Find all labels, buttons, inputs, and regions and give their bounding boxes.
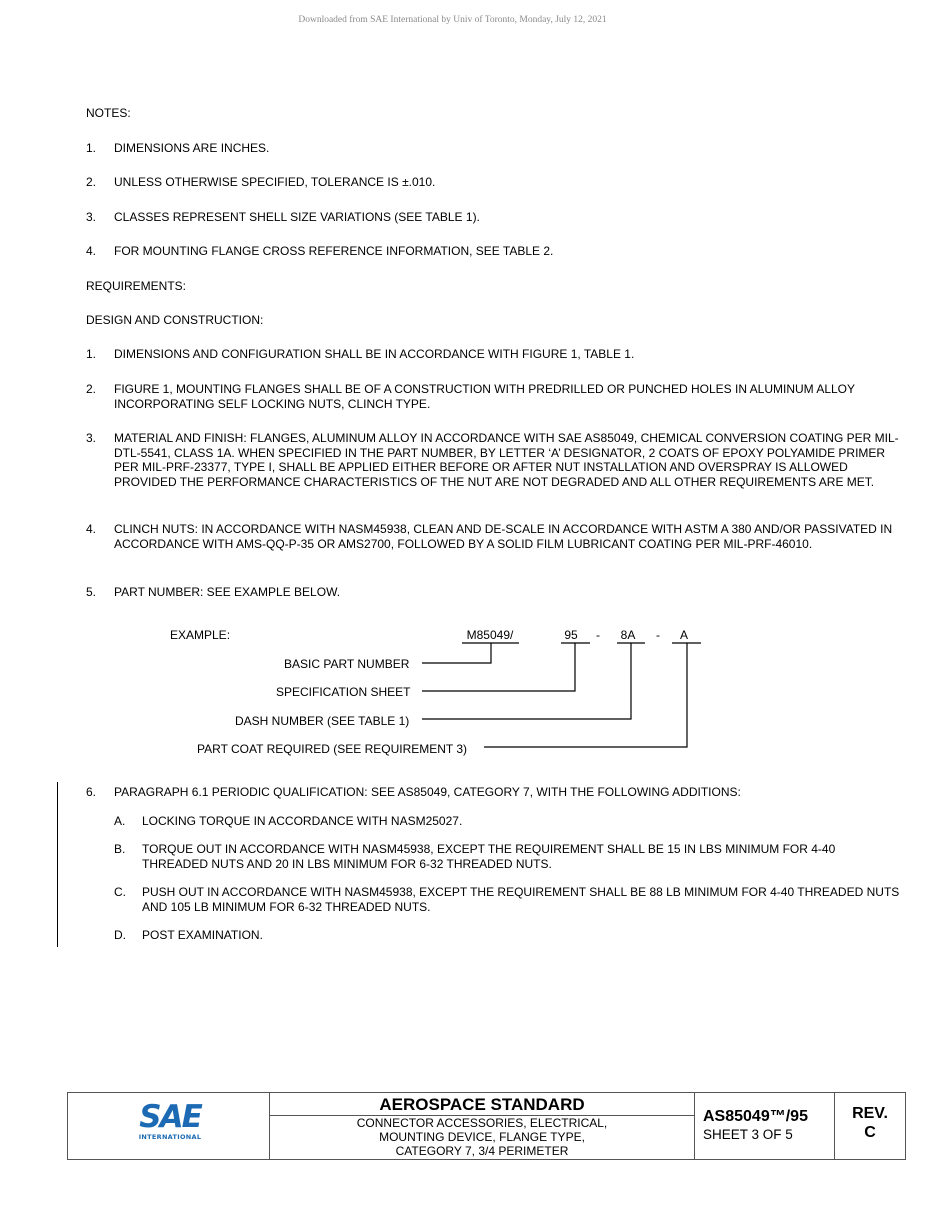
document-number: AS85049™/95 [703, 1108, 808, 1125]
sae-logo-subtext: INTERNATIONAL [138, 1133, 202, 1141]
sub-item-text: POST EXAMINATION. [142, 928, 263, 942]
requirement-number: 3. [86, 431, 97, 445]
note-text: FOR MOUNTING FLANGE CROSS REFERENCE INFORMATION, SEE TABLE 2. [114, 244, 554, 258]
sub-item-text: PUSH OUT IN ACCORDANCE WITH NASM45938, EXCEPT THE REQUIREMENT SHALL BE 88 LB MINIMUM FOR 4-40 THREADED NUTS AND 105 LB MINIMUM FOR 6-32 THREADED NUTS. [142, 885, 900, 914]
requirement-text: PARAGRAPH 6.1 PERIODIC QUALIFICATION: SEE AS85049, CATEGORY 7, WITH THE FOLLOWING ADDITIONS: [114, 785, 741, 799]
requirement-text: DIMENSIONS AND CONFIGURATION SHALL BE IN ACCORDANCE WITH FIGURE 1, TABLE 1. [114, 347, 635, 361]
requirement-text: PART NUMBER: SEE EXAMPLE BELOW. [114, 585, 341, 599]
part-coat: A [679, 628, 688, 642]
sheet-number: SHEET 3 OF 5 [703, 1127, 793, 1142]
leader-coat [484, 643, 687, 747]
revision-bar [57, 782, 58, 947]
note-number: 2. [86, 175, 97, 189]
download-notice: Downloaded from SAE International by Univ of Toronto, Monday, July 12, 2021 [298, 15, 607, 25]
leader-dash [422, 643, 631, 719]
requirement-number: 2. [86, 382, 97, 396]
standard-title: AEROSPACE STANDARD [379, 1095, 585, 1114]
sae-logo-text: SAE [139, 1099, 201, 1135]
note-text: DIMENSIONS ARE INCHES. [114, 141, 270, 155]
sub-item-text: TORQUE OUT IN ACCORDANCE WITH NASM45938, EXCEPT THE REQUIREMENT SHALL BE 15 IN LBS MINIMUM FOR 4-40 THREADED NUTS AND 20 IN LBS MINIMUM FOR 6-32 THREADED NUTS. [142, 842, 836, 871]
requirement-number: 4. [86, 522, 97, 536]
description-line: CONNECTOR ACCESSORIES, ELECTRICAL, [356, 1116, 608, 1130]
requirement-text: CLINCH NUTS: IN ACCORDANCE WITH NASM45938, CLEAN AND DE-SCALE IN ACCORDANCE WITH ASTM A 380 AND/OR PASSIVATED IN ACCORDANCE WITH AMS-QQ-P-35 OR AMS2700, FOLLOWED BY A SOLID FILM LUBRICANT COATING PER MIL-PRF-46010. [114, 522, 893, 551]
leader-spec [422, 643, 575, 691]
part-basic: M85049/ [466, 628, 514, 642]
sub-item-letter: A. [114, 814, 126, 828]
note-number: 1. [86, 141, 97, 155]
callout-dash-number: DASH NUMBER (SEE TABLE 1) [235, 714, 410, 728]
callout-spec-sheet: SPECIFICATION SHEET [276, 685, 411, 699]
design-construction-heading: DESIGN AND CONSTRUCTION: [86, 313, 264, 327]
note-number: 3. [86, 210, 97, 224]
requirement-text: MATERIAL AND FINISH: FLANGES, ALUMINUM ALLOY IN ACCORDANCE WITH SAE AS85049, CHEMICAL CONVERSION COATING PER MIL-DTL-5541, CLASS 1A. WHEN SPECIFIED IN THE PART NUMBER, BY LETTER ‘A’ DESIGNATOR, 2 COATS OF EPOXY POLYAMIDE PRIMER PER MIL-PRF-23377, TYPE I, SHALL BE APPLIED EITHER BEFORE OR AFTER NUT INSTALLATION AND OVERSPRAY IS ALLOWED PROVIDED THE PERFORMANCE CHARACTERISTICS OF THE NUT ARE NOT DEGRADED AND ALL OTHER REQUIREMENTS ARE MET. [114, 431, 899, 489]
revision-label: REV. [852, 1105, 888, 1122]
callout-part-coat: PART COAT REQUIRED (SEE REQUIREMENT 3) [197, 742, 468, 756]
sae-logo [135, 1101, 205, 1141]
note-text: UNLESS OTHERWISE SPECIFIED, TOLERANCE IS ±.010. [114, 175, 436, 189]
description-line: MOUNTING DEVICE, FLANGE TYPE, [379, 1130, 585, 1144]
sub-item-letter: C. [114, 885, 126, 899]
leader-basic [422, 643, 491, 663]
requirement-number: 6. [86, 785, 97, 799]
requirement-text: FIGURE 1, MOUNTING FLANGES SHALL BE OF A CONSTRUCTION WITH PREDRILLED OR PUNCHED HOLES IN ALUMINUM ALLOY INCORPORATING SELF LOCKING NUTS, CLINCH TYPE. [114, 382, 855, 411]
requirements-heading: REQUIREMENTS: [86, 279, 187, 293]
part-spec-sheet: 95 [564, 628, 578, 642]
revision-value: C [864, 1124, 876, 1141]
note-text: CLASSES REPRESENT SHELL SIZE VARIATIONS (SEE TABLE 1). [114, 210, 480, 224]
sub-item-letter: D. [114, 928, 126, 942]
description-line: CATEGORY 7, 3/4 PERIMETER [395, 1144, 569, 1158]
requirement-number: 5. [86, 585, 97, 599]
part-separator: - [596, 628, 600, 642]
part-separator: - [656, 628, 660, 642]
part-dash-number: 8A [620, 628, 636, 642]
sub-item-text: LOCKING TORQUE IN ACCORDANCE WITH NASM25027. [142, 814, 463, 828]
notes-heading: NOTES: [86, 106, 131, 120]
requirement-number: 1. [86, 347, 97, 361]
callout-basic-part: BASIC PART NUMBER [284, 657, 410, 671]
sub-item-letter: B. [114, 842, 126, 856]
note-number: 4. [86, 244, 97, 258]
example-label: EXAMPLE: [170, 628, 231, 642]
